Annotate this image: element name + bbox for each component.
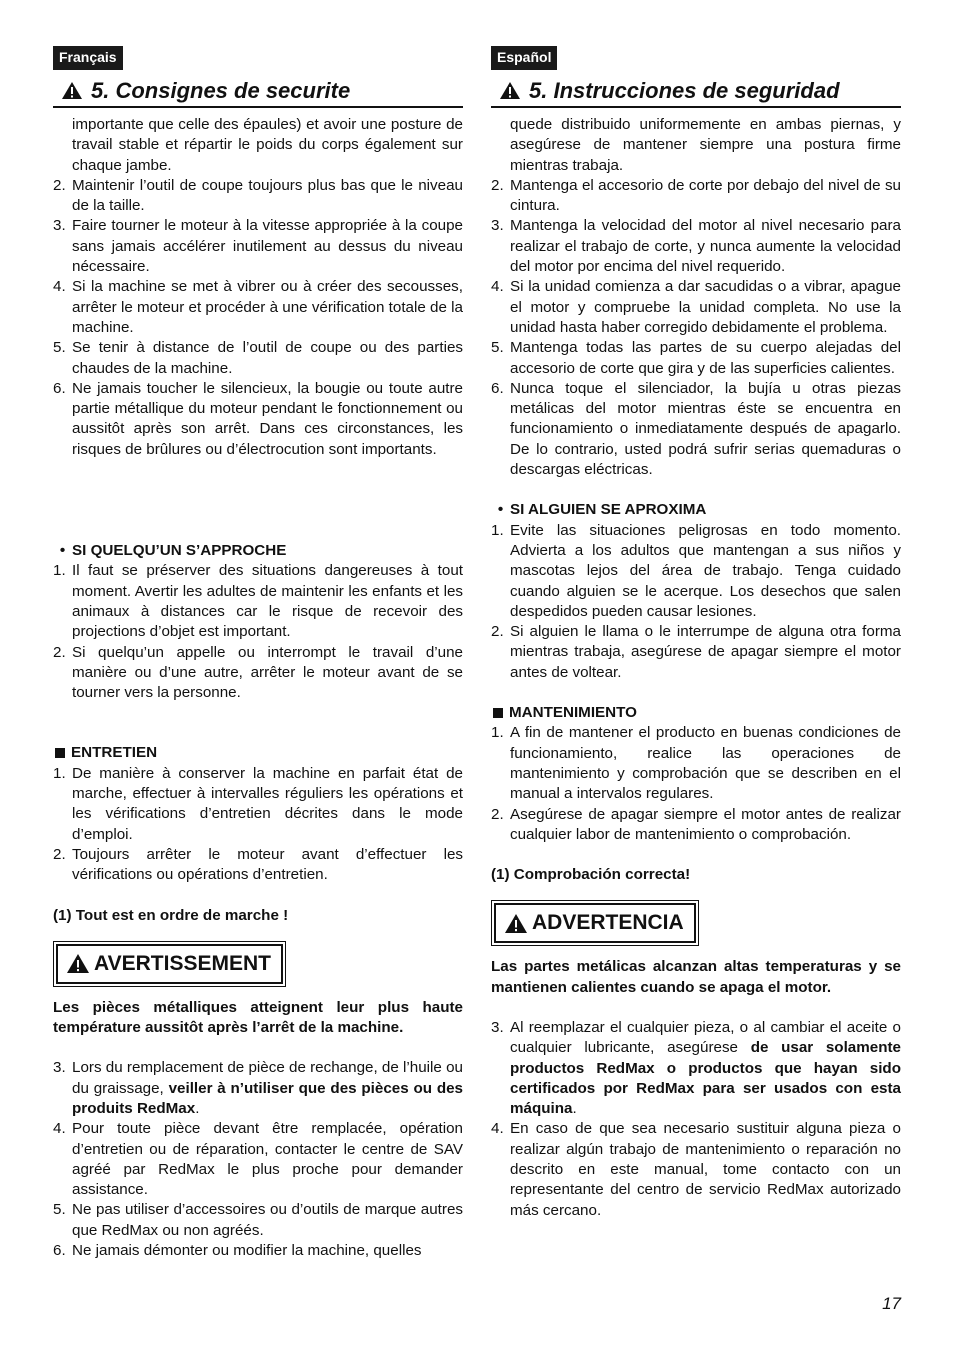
check-subheading: (1) Tout est en ordre de marche ! [53, 906, 289, 924]
warning-label-box: ADVERTENCIA [494, 903, 696, 943]
square-bullet-icon [55, 748, 65, 758]
language-tab-french: Français [53, 46, 123, 70]
body-spanish [491, 115, 901, 1221]
warning-icon [66, 953, 90, 974]
list-d [491, 1119, 901, 1220]
list-c [53, 764, 463, 886]
list-item: 3. Faire tourner le moteur à la vitesse appropriée à la coupe sans jamais accélérer inutilement au dessus du niveau nécessaire. [53, 217, 463, 276]
maintenance-heading: MANTENIMIENTO [491, 703, 901, 723]
list-item: 5. Ne pas utiliser d’accessoires ou d’outils de marque autres que RedMax ou non agréés. [53, 1201, 463, 1239]
section-title-french [53, 75, 463, 108]
list-item: 2. Si quelqu’un appelle ou interrompt le travail d’une manière ou d’une autre, arrêter le moteur avant de se tourner vers la personne. [53, 643, 463, 702]
language-tab-spanish: Español [491, 46, 557, 70]
list-a [53, 176, 463, 460]
warning-icon [61, 81, 83, 100]
list-item: 2. Toujours arrêter le moteur avant d’effectuer les vérifications ou opérations d’entretien. [53, 845, 463, 884]
list-item: 2. Si alguien le llama o le interrumpe de alguna otra forma mientras trabaja, asegúrese de apagar siempre el motor antes de voltear. [491, 623, 901, 681]
list-item: 4. Si la unidad comienza a dar sacudidas o a vibrar, apague el motor y compruebe la unidad completa. No use la unidad hasta haber corregido debidamente el problema. [491, 278, 901, 336]
warning-icon [504, 913, 528, 934]
column-spanish [491, 46, 901, 1221]
list-b [491, 521, 901, 683]
square-bullet-icon [493, 708, 503, 718]
column-french [53, 46, 463, 1261]
warning-text: Las partes metálicas alcanzan altas temperaturas y se mantienen calientes cuando se apaga el motor. [491, 958, 901, 996]
list-item: 1. A fin de mantener el producto en buenas condiciones de funcionamiento, realice las operaciones de mantenimiento y comprobación que se describen en el manual a intervalos regulares. [491, 724, 901, 803]
body-french [53, 115, 463, 1261]
warning-label-box: AVERTISSEMENT [56, 944, 283, 984]
list-item: 6. Nunca toque el silenciador, la bujía u otras piezas metálicas del motor mientras éste se encuentra en funcionamiento o inmediatamente después de apagarlo. De lo contrario, usted podrá sufrir serias quemaduras o descargas eléctricas. [491, 379, 901, 479]
maintenance-heading: ENTRETIEN [53, 743, 463, 763]
list-item: 4. Pour toute pièce devant être remplacée, opération d’entretien ou de réparation, contacter le centre de SAV agréé par RedMax le plus proche pour demander assistance. [53, 1120, 463, 1199]
warning-text: Les pièces métalliques atteignent leur plus haute température aussitôt après l’arrêt de la machine. [53, 998, 463, 1037]
list-item: 4. Si la machine se met à vibrer ou à créer des secousses, arrêter le moteur et procéder à une vérification totale de la machine. [53, 278, 463, 336]
intro-paragraph: importante que celle des épaules) et avoir une posture de travail stable et répartir le poids du corps également sur chaque jambe. [72, 116, 463, 174]
list-item: 1. De manière à conserver la machine en parfait état de marche, effectuer à intervalles réguliers les opérations et les vérifications d’entretien décrites dans le mode d’emploi. [53, 764, 463, 843]
list-item: 1. Evite las situaciones peligrosas en todo momento. Advierta a los adultos que mantengan a sus niños y mascotas lejos del área de trabajo. Tenga cuidado cuando alguien se le acerque. Los desechos que salen despedidos pueden causar lesiones. [491, 521, 901, 620]
list-item: 6. Ne jamais démonter ou modifier la machine, quelles [53, 1242, 422, 1260]
warning-icon [499, 81, 521, 100]
list-item: 5. Se tenir à distance de l’outil de coupe ou des parties chaudes de la machine. [53, 339, 463, 377]
list-item: 3. Mantenga la velocidad del motor al nivel necesario para realizar el trabajo de corte, y nunca aumente la velocidad del motor por encima del nivel requerido. [491, 217, 901, 276]
approach-heading: • SI ALGUIEN SE APROXIMA [497, 501, 707, 519]
list-item: 2. Maintenir l’outil de coupe toujours plus bas que le niveau de la taille. [53, 176, 463, 215]
list-d [53, 1119, 463, 1261]
list-item: 2. Mantenga el accesorio de corte por debajo del nivel de su cintura. [491, 176, 901, 215]
list-c [491, 723, 901, 845]
list-item: 2. Asegúrese de apagar siempre el motor antes de realizar cualquier labor de mantenimiento o comprobación. [491, 805, 901, 843]
list-item: 6. Ne jamais toucher le silencieux, la bougie ou toute autre partie métallique du moteur pendant le fonctionnement ou aussitôt après son arrêt. Dans ces circonstances, les risques de brûlures ou d’électrocution sont importants. [53, 379, 463, 458]
list-b [53, 561, 463, 703]
list-item: 5. Mantenga todas las partes de su cuerpo alejadas del accesorio de corte que gira y de las superficies calientes. [491, 339, 901, 377]
section-title-text: 5. Consignes de securite [91, 77, 351, 103]
list-item: 3. Lors du remplacement de pièce de rechange, de l’huile ou du graissage, veiller à n’utiliser que des pièces ou des produits RedMax. [53, 1059, 464, 1117]
list-item: 3. Al reemplazar el cualquier pieza, o al cambiar el aceite o cualquier lubricante, asegúrese de usar solamente productos RedMax o productos que hayan sido certificados por RedMax para ser usados con esta máquina. [491, 1018, 901, 1118]
check-subheading: (1) Comprobación correcta! [491, 866, 691, 884]
list-item: 1. Il faut se préserver des situations dangereuses à tout moment. Avertir les adultes de maintenir les enfants et les animaux à distances car le risque de recevoir des projections d’objet est important. [53, 562, 463, 641]
list-item: 4. En caso de que sea necesario sustituir alguna pieza o realizar algún trabajo de mantenimiento o reparación no descrito en este manual, tome contacto con un representante del centro de servicio RedMax autorizado más cercano. [491, 1120, 901, 1219]
section-title-spanish [491, 75, 901, 108]
intro-paragraph: quede distribuido uniformemente en ambas piernas, y asegúrese de mantener siempre una postura firme mientras trabaja. [510, 116, 901, 174]
section-title-text: 5. Instrucciones de seguridad [529, 77, 840, 103]
list-a [491, 176, 901, 480]
page-number: 17 [882, 1294, 901, 1313]
approach-heading: • SI QUELQU’UN S’APPROCHE [59, 542, 287, 560]
